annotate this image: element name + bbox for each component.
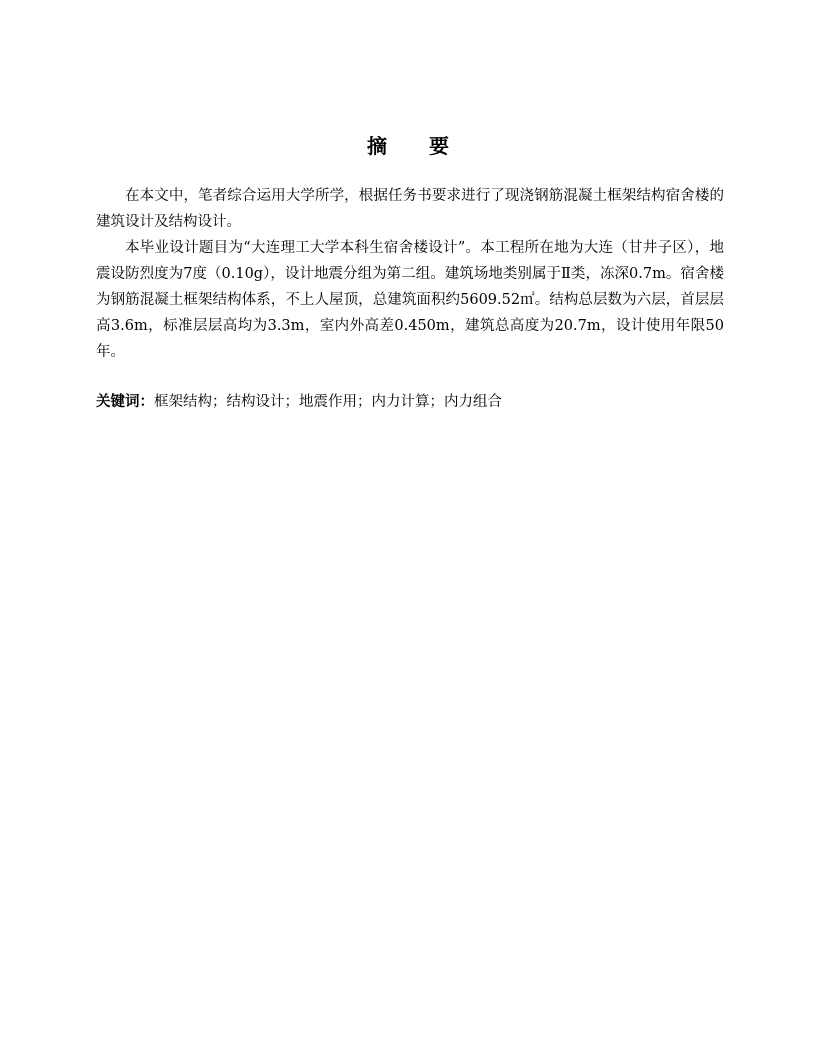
keywords-line xyxy=(96,389,724,415)
title-char-right: 要 xyxy=(429,134,449,158)
abstract-body xyxy=(96,183,724,365)
page-title xyxy=(0,132,816,160)
abstract-paragraph-2: 本毕业设计题目为“大连理工大学本科生宿舍楼设计”。本工程所在地为大连（甘井子区），地震设防烈度为7度（0.10g），设计地震分组为第二组。建筑场地类别属于Ⅱ类，冻深0.7m。宿舍楼为钢筋混凝土框架结构体系，不上人屋顶，总建筑面积约5609.52㎡。结构总层数为六层，首层层高3.6m，标准层层高均为3.3m，室内外高差0.450m，建筑总高度为20.7m，设计使用年限50年。 xyxy=(96,240,724,360)
abstract-paragraph-1: 在本文中，笔者综合运用大学所学，根据任务书要求进行了现浇钢筋混凝土框架结构宿舍楼的建筑设计及结构设计。 xyxy=(96,188,724,230)
keywords-list: 框架结构；结构设计；地震作用；内力计算；内力组合 xyxy=(154,394,502,410)
keywords-label: 关键词： xyxy=(96,394,154,410)
title-char-left: 摘 xyxy=(367,134,387,158)
